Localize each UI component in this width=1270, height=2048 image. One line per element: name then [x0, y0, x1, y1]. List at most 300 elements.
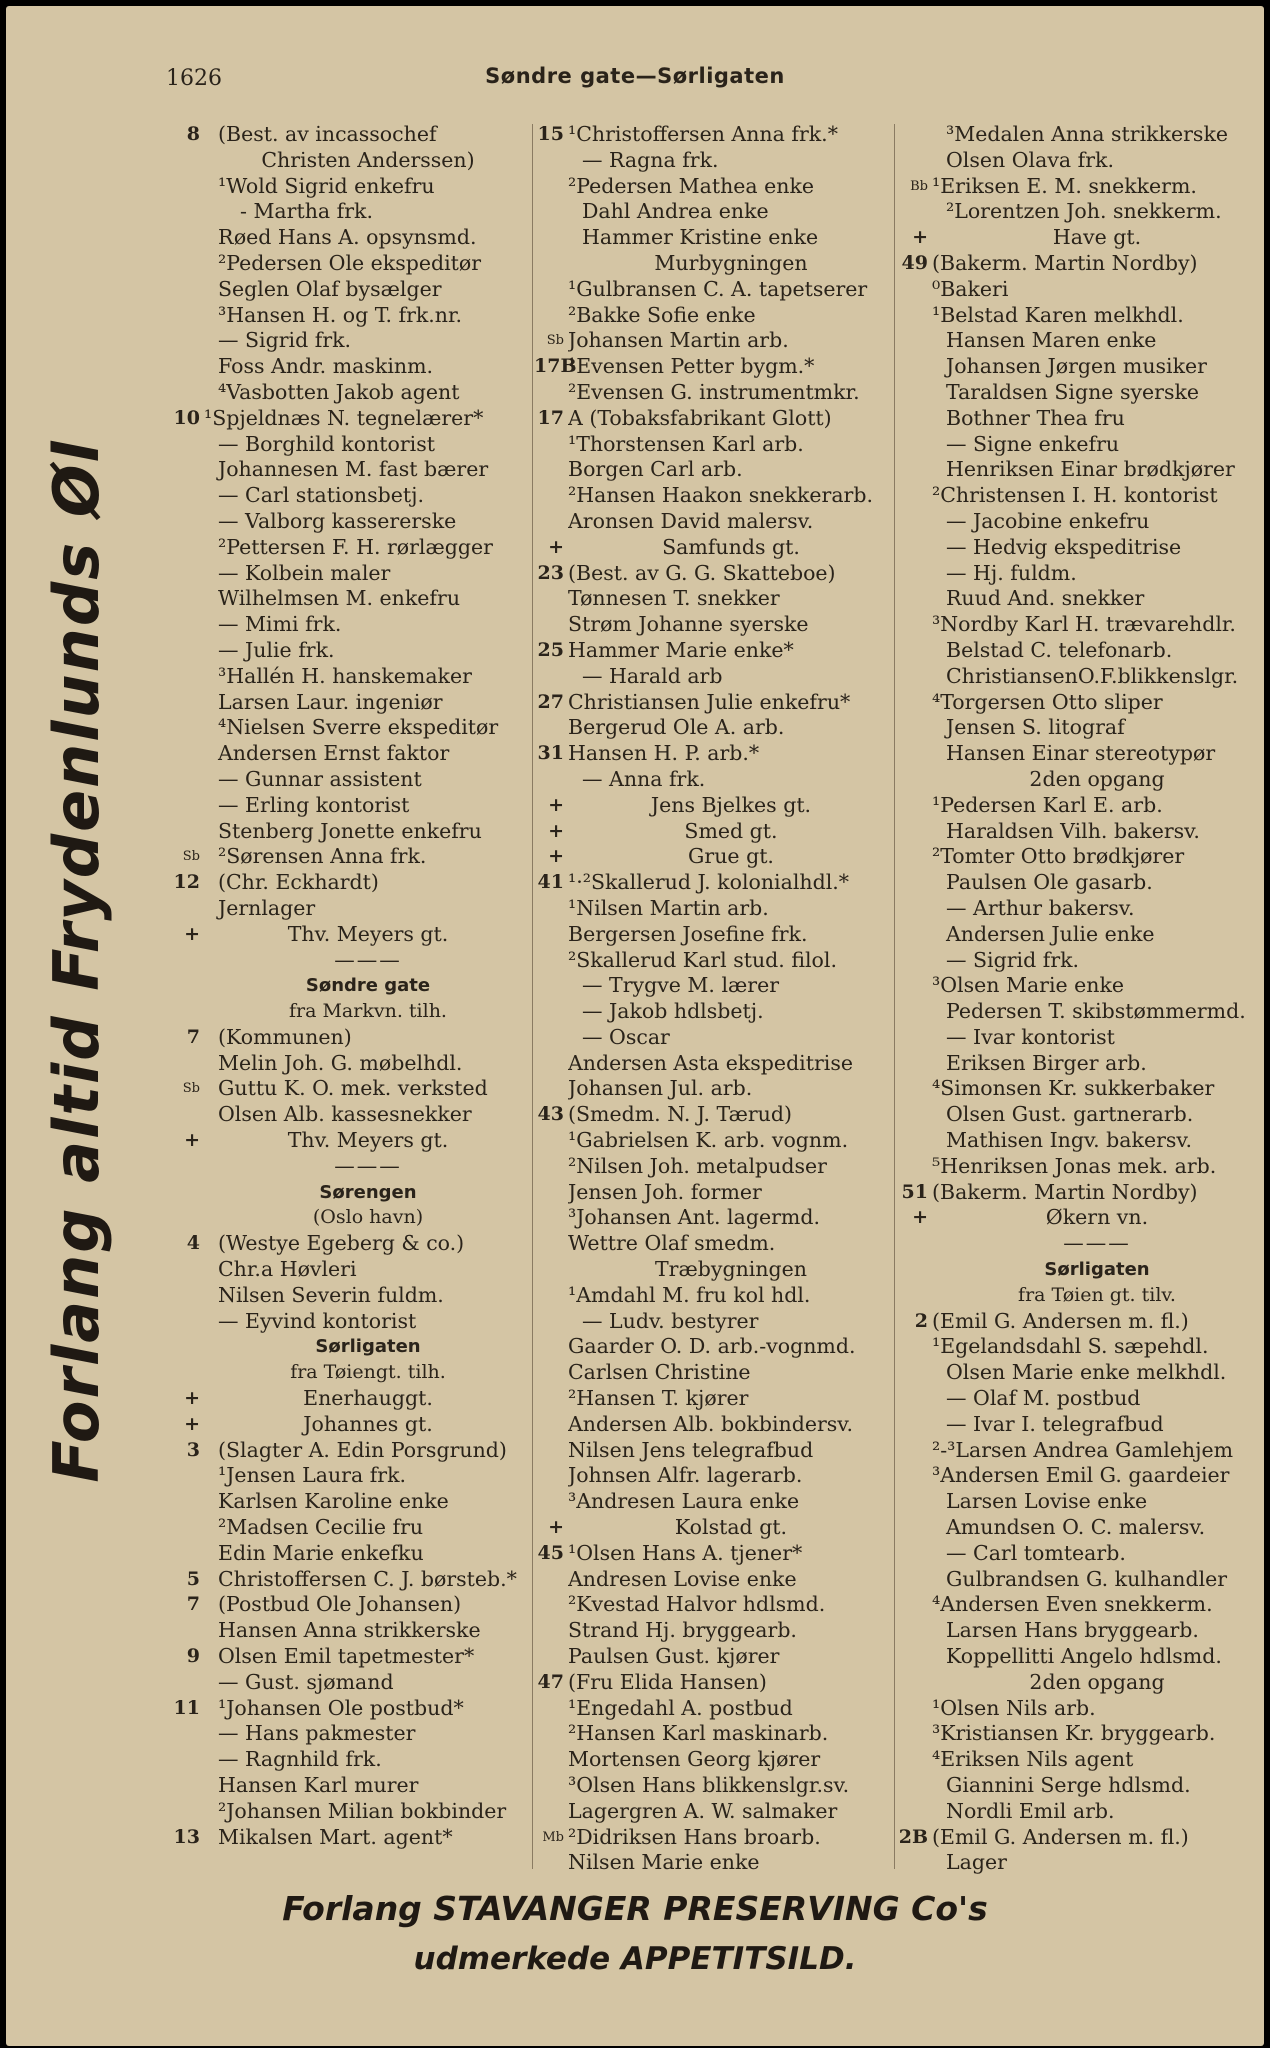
- resident-entry: (Best. av incassochef: [218, 122, 437, 146]
- resident-entry: ⁴Torgersen Otto sliper: [932, 689, 1163, 714]
- directory-entry: [534, 406, 894, 432]
- resident-entry: ³Johansen Ant. lagermd.: [568, 1205, 820, 1230]
- directory-entry: [898, 896, 1262, 922]
- directory-entry: [534, 277, 894, 303]
- house-number: 10: [173, 406, 200, 429]
- house-number: [170, 535, 204, 561]
- house-number: 31: [537, 742, 564, 765]
- house-number: [534, 1618, 568, 1644]
- directory-entry: [534, 1412, 894, 1438]
- directory-entry: [534, 1386, 894, 1412]
- directory-entry: [898, 664, 1262, 690]
- house-number: Mb: [542, 1829, 564, 1845]
- directory-entry: [170, 1463, 532, 1489]
- directory-entry: [534, 844, 894, 870]
- directory-entry: [170, 277, 532, 303]
- directory-entry: [534, 1773, 894, 1799]
- directory-entry: [534, 1283, 894, 1309]
- resident-entry: Jernlager: [218, 895, 316, 920]
- house-number: +: [548, 1516, 564, 1539]
- house-number: [898, 1231, 932, 1257]
- directory-entry: [534, 1076, 894, 1102]
- house-number: [898, 457, 932, 483]
- house-number: [898, 1463, 932, 1489]
- resident-entry: Koppellitti Angelo hdlsmd.: [946, 1644, 1222, 1669]
- house-number: 23: [537, 561, 564, 584]
- directory-entry: [898, 1025, 1262, 1051]
- street-label: Enerhauggt.: [303, 1386, 433, 1411]
- house-number: [170, 1463, 204, 1489]
- house-number: [170, 1205, 204, 1231]
- house-number: [170, 303, 204, 329]
- house-number: +: [548, 819, 564, 842]
- house-number: [170, 1747, 204, 1773]
- house-number: [898, 1102, 932, 1128]
- resident-entry: ¹Jensen Laura frk.: [218, 1463, 407, 1488]
- house-number: [898, 122, 932, 148]
- house-number: [898, 1850, 932, 1876]
- directory-entry: [170, 1438, 532, 1464]
- column-rule: [532, 124, 533, 1869]
- resident-entry: ¹Pedersen Karl E. arb.: [932, 792, 1163, 817]
- house-number: [898, 1051, 932, 1077]
- house-number: [170, 1515, 204, 1541]
- resident-entry: Taraldsen Signe syerske: [946, 379, 1200, 404]
- street-label: Thv. Meyers gt.: [287, 921, 449, 946]
- house-number: [898, 638, 932, 664]
- directory-entry: [170, 1825, 532, 1851]
- house-number: [170, 354, 204, 380]
- directory-entry: [898, 303, 1262, 329]
- directory-entry: [170, 1102, 532, 1128]
- directory-entry: [898, 1696, 1262, 1722]
- house-number: [898, 1489, 932, 1515]
- resident-entry: Larsen Hans bryggearb.: [946, 1618, 1199, 1643]
- house-number: [170, 1180, 204, 1206]
- directory-entry: [170, 1180, 532, 1206]
- resident-entry: (Best. av G. G. Skatteboe): [568, 560, 836, 585]
- resident-entry: Eriksen Birger arb.: [946, 1050, 1147, 1075]
- street-label: Træbygningen: [655, 1257, 807, 1282]
- directory-entry: [898, 199, 1262, 225]
- directory-entry: [898, 1360, 1262, 1386]
- house-number: 13: [173, 1825, 200, 1848]
- house-number: [170, 1799, 204, 1825]
- directory-entry: [534, 251, 894, 277]
- directory-entry: [170, 1567, 532, 1593]
- house-number: [898, 1360, 932, 1386]
- street-label: fra Tøiengt. tilh.: [290, 1361, 446, 1384]
- street-label: Grue gt.: [688, 844, 774, 869]
- resident-entry: ²-³Larsen Andrea Gamlehjem: [932, 1437, 1234, 1462]
- house-number: [170, 1670, 204, 1696]
- street-heading: Sørligaten: [1044, 1259, 1150, 1281]
- house-number: 45: [537, 1541, 564, 1564]
- resident-entry: Nilsen Jens telegrafbud: [568, 1437, 814, 1462]
- directory-entry: [534, 1489, 894, 1515]
- resident-entry: ²Tomter Otto brødkjører: [932, 844, 1185, 869]
- directory-entry: [534, 303, 894, 329]
- house-number: [898, 328, 932, 354]
- street-label: Christen Anderssen): [261, 147, 475, 172]
- house-number: [898, 1438, 932, 1464]
- directory-entry: [534, 1618, 894, 1644]
- footer-advertisement-line-1: Forlang STAVANGER PRESERVING Co's: [282, 1889, 988, 1928]
- house-number: Sb: [182, 1081, 200, 1097]
- house-number: [534, 1051, 568, 1077]
- house-number: [534, 767, 568, 793]
- house-number: [170, 999, 204, 1025]
- resident-entry: — Sigrid frk.: [218, 328, 352, 353]
- resident-entry: Ruud And. snekker: [946, 586, 1145, 611]
- resident-entry: Larsen Lovise enke: [946, 1489, 1148, 1514]
- directory-entry: [898, 380, 1262, 406]
- house-number: [534, 1773, 568, 1799]
- resident-entry: ³Nordby Karl H. trævarehdlr.: [932, 612, 1236, 637]
- resident-entry: ³Hansen H. og T. frk.nr.: [218, 302, 463, 327]
- street-label: Kolstad gt.: [674, 1515, 788, 1540]
- house-number: +: [184, 1412, 200, 1435]
- resident-entry: — Gust. sjømand: [218, 1669, 394, 1694]
- house-number: [534, 1025, 568, 1051]
- column-rule: [894, 124, 895, 1869]
- resident-entry: — Valborg kassererske: [218, 508, 457, 533]
- resident-entry: Johansen Jørgen musiker: [946, 354, 1207, 379]
- house-number: [534, 1463, 568, 1489]
- resident-entry: ¹Belstad Karen melkhdl.: [932, 302, 1184, 327]
- resident-entry: Andersen Julie enke: [946, 921, 1155, 946]
- directory-entry: [534, 870, 894, 896]
- house-number: 7: [186, 1025, 200, 1048]
- directory-entry: [898, 638, 1262, 664]
- resident-entry: Olsen Alb. kassesnekker: [218, 1102, 472, 1127]
- directory-entry: [534, 1102, 894, 1128]
- column-2: [534, 122, 894, 1876]
- house-number: 2: [914, 1309, 928, 1332]
- house-number: [170, 793, 204, 819]
- directory-page: [6, 6, 1264, 2046]
- directory-entry: [898, 1205, 1262, 1231]
- house-number: [898, 1128, 932, 1154]
- house-number: [534, 586, 568, 612]
- house-number: 8: [186, 123, 200, 145]
- street-heading: Søndre gate: [305, 975, 431, 997]
- resident-entry: ¹Wold Sigrid enkefru: [218, 173, 435, 198]
- directory-entry: [898, 844, 1262, 870]
- house-number: [898, 1592, 932, 1618]
- directory-entry: [170, 457, 532, 483]
- house-number: Sb: [546, 333, 564, 349]
- house-number: [534, 896, 568, 922]
- resident-entry: — Jakob hdlsbetj.: [582, 999, 764, 1024]
- resident-entry: — Kolbein maler: [218, 560, 391, 585]
- house-number: [534, 1567, 568, 1593]
- house-number: [898, 973, 932, 999]
- resident-entry: Christoffersen C. J. børsteb.*: [218, 1566, 517, 1591]
- directory-entry: [534, 1360, 894, 1386]
- house-number: [898, 1567, 932, 1593]
- directory-entry: [534, 1670, 894, 1696]
- resident-entry: Wettre Olaf smedm.: [568, 1231, 776, 1256]
- house-number: [898, 1154, 932, 1180]
- street-label: (Oslo havn): [312, 1206, 424, 1229]
- resident-entry: Røed Hans A. opsynsmd.: [218, 225, 477, 250]
- directory-entry: [534, 225, 894, 251]
- house-number: [898, 1747, 932, 1773]
- house-number: [898, 199, 932, 225]
- directory-entry: [534, 1592, 894, 1618]
- directory-entry: [898, 1180, 1262, 1206]
- directory-entry: [898, 1438, 1262, 1464]
- resident-entry: — Ragnhild frk.: [218, 1747, 382, 1772]
- directory-entry: [170, 690, 532, 716]
- directory-entry: [170, 251, 532, 277]
- directory-entry: [534, 1567, 894, 1593]
- resident-entry: Johansen Martin arb.: [568, 328, 789, 353]
- directory-entry: [534, 1463, 894, 1489]
- directory-entry: [170, 1670, 532, 1696]
- house-number: 17B: [534, 355, 577, 378]
- house-number: [534, 1128, 568, 1154]
- house-number: [898, 148, 932, 174]
- directory-entry: [534, 1644, 894, 1670]
- house-number: [898, 1412, 932, 1438]
- resident-entry: (Smedm. N. J. Tærud): [568, 1102, 792, 1127]
- directory-entry: [534, 328, 894, 354]
- street-label: Thv. Meyers gt.: [287, 1128, 449, 1153]
- resident-entry: ¹Egelandsdahl S. sæpehdl.: [932, 1334, 1209, 1359]
- resident-entry: ⁴Eriksen Nils agent: [932, 1747, 1134, 1772]
- house-number: 2B: [898, 1825, 928, 1848]
- resident-entry: Hansen H. P. arb.*: [568, 741, 760, 766]
- house-number: [170, 251, 204, 277]
- house-number: [534, 1154, 568, 1180]
- house-number: [534, 457, 568, 483]
- directory-entry: [534, 948, 894, 974]
- street-label: Samfunds gt.: [662, 534, 800, 559]
- house-number: [534, 1076, 568, 1102]
- house-number: [898, 380, 932, 406]
- house-number: 12: [173, 871, 200, 894]
- house-number: [898, 1025, 932, 1051]
- directory-entry: [170, 664, 532, 690]
- house-number: [898, 1386, 932, 1412]
- resident-entry: Mathisen Ingv. bakersv.: [946, 1128, 1193, 1153]
- house-number: [534, 1696, 568, 1722]
- resident-entry: Hansen Anna strikkerske: [218, 1618, 481, 1643]
- directory-entry: [898, 1747, 1262, 1773]
- footer-advertisement-line-2: udmerkede APPETITSILD.: [413, 1941, 857, 1977]
- directory-entry: [534, 509, 894, 535]
- directory-entry: [898, 1489, 1262, 1515]
- house-number: [170, 896, 204, 922]
- running-header: Søndre gate—Sørligaten: [485, 64, 785, 88]
- house-number: [898, 483, 932, 509]
- directory-entry: [898, 174, 1262, 200]
- directory-entry: [170, 561, 532, 587]
- street-label: 2den opgang: [1029, 1669, 1165, 1694]
- directory-entry: [170, 1309, 532, 1335]
- resident-entry: ³Hallén H. hanskemaker: [218, 663, 472, 688]
- resident-entry: Andersen Ernst faktor: [218, 741, 450, 766]
- directory-entry: [898, 586, 1262, 612]
- house-number: [534, 1438, 568, 1464]
- resident-entry: ⁴Andersen Even snekkerm.: [932, 1592, 1213, 1617]
- directory-entry: [534, 1747, 894, 1773]
- house-number: [170, 1102, 204, 1128]
- house-number: [534, 612, 568, 638]
- house-number: 47: [537, 1670, 564, 1693]
- directory-entry: [898, 561, 1262, 587]
- resident-entry: Henriksen Einar brødkjører: [946, 457, 1235, 482]
- directory-entry: [534, 1541, 894, 1567]
- directory-entry: [170, 819, 532, 845]
- directory-entry: [898, 1644, 1262, 1670]
- house-number: 9: [186, 1645, 200, 1668]
- resident-entry: ¹Evensen Petter bygm.*: [568, 354, 815, 379]
- directory-entry: [898, 251, 1262, 277]
- house-number: [170, 509, 204, 535]
- resident-entry: Wilhelmsen M. enkefru: [218, 586, 461, 611]
- directory-entry: [170, 380, 532, 406]
- resident-entry: Chr.a Høvleri: [218, 1257, 357, 1282]
- house-number: [534, 380, 568, 406]
- house-number: [170, 612, 204, 638]
- directory-entry: [170, 1360, 532, 1386]
- resident-entry: Johannesen M. fast bærer: [218, 457, 489, 482]
- directory-entry: [898, 948, 1262, 974]
- house-number: [534, 1747, 568, 1773]
- directory-entry: [534, 148, 894, 174]
- house-number: 43: [537, 1103, 564, 1126]
- directory-entry: [534, 793, 894, 819]
- resident-entry: ²Pedersen Ole ekspeditør: [218, 250, 482, 275]
- house-number: [534, 148, 568, 174]
- house-number: [170, 1618, 204, 1644]
- house-number: [170, 328, 204, 354]
- directory-entry: [534, 586, 894, 612]
- resident-entry: — Julie frk.: [218, 637, 335, 662]
- house-number: [170, 432, 204, 458]
- house-number: [898, 690, 932, 716]
- directory-entry: [170, 1721, 532, 1747]
- resident-entry: Olsen Olava frk.: [946, 147, 1114, 172]
- house-number: [170, 819, 204, 845]
- house-number: [898, 1721, 932, 1747]
- house-number: 5: [186, 1567, 200, 1590]
- house-number: [170, 973, 204, 999]
- house-number: [170, 638, 204, 664]
- resident-entry: Mikalsen Mart. agent*: [218, 1824, 453, 1849]
- directory-entry: [898, 1825, 1262, 1851]
- resident-entry: ¹Christoffersen Anna frk.*: [568, 122, 838, 146]
- directory-entry: [534, 1515, 894, 1541]
- house-number: [898, 406, 932, 432]
- resident-entry: (Emil G. Andersen m. fl.): [932, 1308, 1189, 1333]
- house-number: [534, 1721, 568, 1747]
- directory-entry: [898, 1850, 1262, 1876]
- house-number: [898, 1670, 932, 1696]
- section-divider: ———: [334, 947, 402, 972]
- directory-entry: [534, 1231, 894, 1257]
- resident-entry: ¹Gabrielsen K. arb. vognm.: [568, 1128, 849, 1153]
- directory-entry: [534, 896, 894, 922]
- directory-entry: [170, 432, 532, 458]
- resident-entry: Hansen Einar stereotypør: [946, 741, 1216, 766]
- directory-entry: [170, 1076, 532, 1102]
- resident-entry: Guttu K. O. mek. verksted: [218, 1076, 488, 1101]
- house-number: [170, 483, 204, 509]
- section-divider: ———: [334, 1153, 402, 1178]
- resident-entry: Jensen Joh. former: [568, 1179, 762, 1204]
- resident-entry: ⁰Bakeri: [932, 276, 1009, 301]
- resident-entry: ¹Thorstensen Karl arb.: [568, 431, 804, 456]
- directory-entry: [534, 483, 894, 509]
- street-heading: Sørengen: [319, 1181, 417, 1203]
- directory-entry: [170, 1154, 532, 1180]
- directory-entry: [898, 406, 1262, 432]
- resident-entry: — Carl tomtearb.: [946, 1540, 1126, 1565]
- resident-entry: — Oscar: [582, 1024, 670, 1049]
- house-number: 51: [901, 1180, 928, 1203]
- directory-entry: [534, 1257, 894, 1283]
- resident-entry: Johansen Jul. arb.: [568, 1076, 753, 1101]
- resident-entry: — Mimi frk.: [218, 612, 342, 637]
- house-number: [170, 1154, 204, 1180]
- house-number: [170, 1257, 204, 1283]
- house-number: 3: [186, 1438, 200, 1461]
- directory-entry: [534, 1205, 894, 1231]
- directory-entry: [898, 1076, 1262, 1102]
- resident-entry: — Borghild kontorist: [218, 431, 435, 456]
- house-number: [898, 870, 932, 896]
- house-number: [170, 586, 204, 612]
- house-number: [170, 1489, 204, 1515]
- resident-entry: Mortensen Georg kjører: [568, 1747, 821, 1772]
- resident-entry: ²Pettersen F. H. rørlægger: [218, 534, 493, 559]
- house-number: [534, 1360, 568, 1386]
- directory-entry: [170, 354, 532, 380]
- house-number: [534, 1799, 568, 1825]
- resident-entry: Melin Joh. G. møbelhdl.: [218, 1050, 463, 1075]
- directory-entry: [534, 1825, 894, 1851]
- directory-entry: [898, 1773, 1262, 1799]
- house-number: [170, 664, 204, 690]
- directory-entry: [170, 1025, 532, 1051]
- resident-entry: — Erling kontorist: [218, 792, 410, 817]
- directory-entry: [534, 1334, 894, 1360]
- resident-entry: — Eyvind kontorist: [218, 1308, 417, 1333]
- directory-entry: [170, 1541, 532, 1567]
- resident-entry: — Harald arb: [582, 663, 723, 688]
- directory-entry: [170, 948, 532, 974]
- house-number: [170, 1283, 204, 1309]
- resident-entry: Nilsen Marie enke: [568, 1850, 760, 1875]
- house-number: +: [912, 226, 928, 249]
- directory-entry: [898, 1102, 1262, 1128]
- resident-entry: Hammer Marie enke*: [568, 637, 794, 662]
- house-number: Bb: [910, 178, 928, 194]
- resident-entry: ²Hansen Karl maskinarb.: [568, 1721, 829, 1746]
- directory-entry: [898, 793, 1262, 819]
- house-number: [534, 251, 568, 277]
- house-number: [534, 1180, 568, 1206]
- house-number: +: [184, 922, 200, 945]
- directory-entry: [898, 225, 1262, 251]
- resident-entry: ²Pedersen Mathea enke: [568, 173, 815, 198]
- house-number: [170, 199, 204, 225]
- directory-entry: [170, 406, 532, 432]
